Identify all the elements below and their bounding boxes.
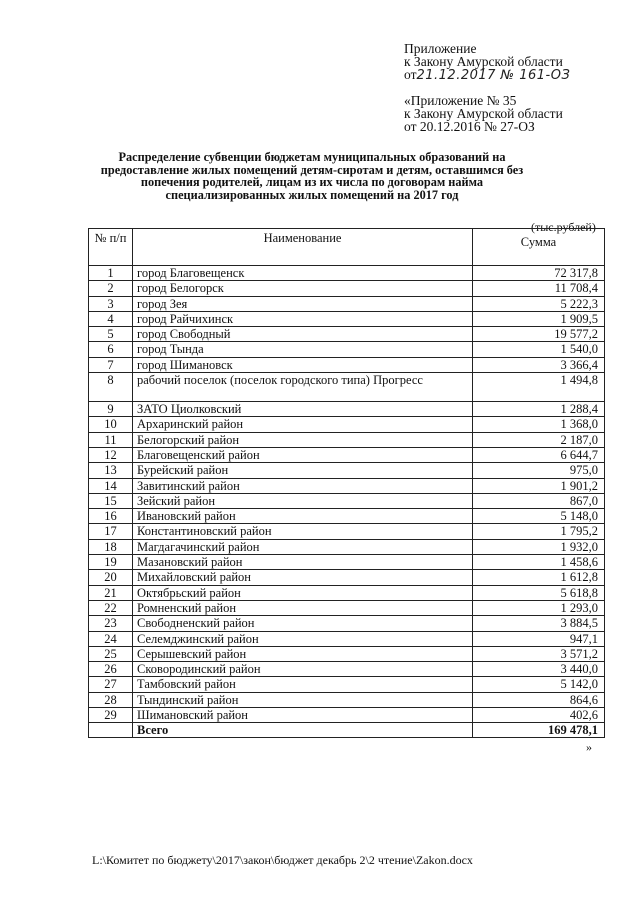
row-number: 12 (89, 447, 133, 462)
table-row (89, 327, 605, 342)
row-name: Октябрьский район (133, 585, 473, 600)
row-sum: 864,6 (473, 692, 605, 707)
row-sum: 1 458,6 (473, 555, 605, 570)
row-number: 8 (89, 373, 133, 402)
row-sum: 1 795,2 (473, 524, 605, 539)
handwritten-date-number: 21.12.2017 № 161-ОЗ (416, 68, 571, 83)
row-sum: 3 571,2 (473, 646, 605, 661)
row-number: 17 (89, 524, 133, 539)
row-name: город Белогорск (133, 281, 473, 296)
row-sum: 3 440,0 (473, 662, 605, 677)
header-sum: Сумма (473, 229, 605, 266)
table-row (89, 600, 605, 615)
table-row (89, 342, 605, 357)
table-row (89, 555, 605, 570)
row-number: 15 (89, 493, 133, 508)
closing-quote: » (586, 740, 592, 754)
row-sum: 5 222,3 (473, 296, 605, 311)
table-row (89, 509, 605, 524)
row-name: город Райчихинск (133, 311, 473, 326)
table-row (89, 677, 605, 692)
table-row (89, 585, 605, 600)
row-number: 10 (89, 417, 133, 432)
row-name: город Свободный (133, 327, 473, 342)
table-row (89, 432, 605, 447)
appendix-date-prefix: от (404, 67, 417, 82)
row-number: 22 (89, 600, 133, 615)
table-row (89, 266, 605, 281)
header-name: Наименование (133, 229, 473, 266)
row-name: Свободненский район (133, 616, 473, 631)
row-number: 7 (89, 357, 133, 372)
footer-file-path: L:\Комитет по бюджету\2017\закон\бюджет декабрь 2\2 чтение\Zakon.docx (92, 853, 473, 867)
row-name: город Тында (133, 342, 473, 357)
row-name: Сковородинский район (133, 662, 473, 677)
table-row (89, 311, 605, 326)
total-row (89, 723, 605, 738)
row-sum: 19 577,2 (473, 327, 605, 342)
row-sum: 1 932,0 (473, 539, 605, 554)
row-sum: 867,0 (473, 493, 605, 508)
row-sum: 1 293,0 (473, 600, 605, 615)
appendix-law: к Закону Амурской области (404, 54, 563, 69)
row-number: 19 (89, 555, 133, 570)
row-number: 16 (89, 509, 133, 524)
row-sum: 402,6 (473, 708, 605, 723)
units-label: (тыс.рублей) (531, 220, 596, 234)
document-title: Распределение субвенции бюджетам муниципальных образований на предоставление жилых помещений детям-сиротам и детям, оставшимся без попечения родителей, лицам из их числа по договорам найма специализированных жилых помещений на 2017 год (100, 150, 524, 202)
row-sum: 72 317,8 (473, 266, 605, 281)
row-name: Мазановский район (133, 555, 473, 570)
row-name: Архаринский район (133, 417, 473, 432)
row-name: Константиновский район (133, 524, 473, 539)
row-number: 2 (89, 281, 133, 296)
table-row (89, 631, 605, 646)
row-name: Завитинский район (133, 478, 473, 493)
row-sum: 6 644,7 (473, 447, 605, 462)
row-number: 27 (89, 677, 133, 692)
row-number: 13 (89, 463, 133, 478)
total-label: Всего (133, 723, 473, 738)
table-row (89, 570, 605, 585)
table-row (89, 646, 605, 661)
row-name: Бурейский район (133, 463, 473, 478)
row-number: 25 (89, 646, 133, 661)
total-sum: 169 478,1 (473, 723, 605, 738)
header-num: № п/п (89, 229, 133, 266)
table-row (89, 708, 605, 723)
row-number: 29 (89, 708, 133, 723)
appendix-label: Приложение (404, 41, 477, 56)
row-sum: 1 901,2 (473, 478, 605, 493)
row-number: 28 (89, 692, 133, 707)
row-name: Тамбовский район (133, 677, 473, 692)
table-row (89, 463, 605, 478)
table-row (89, 447, 605, 462)
row-name: город Благовещенск (133, 266, 473, 281)
row-name: город Зея (133, 296, 473, 311)
table-row (89, 402, 605, 417)
row-name: Белогорский район (133, 432, 473, 447)
row-number: 26 (89, 662, 133, 677)
table-row (89, 478, 605, 493)
row-number: 14 (89, 478, 133, 493)
row-number: 5 (89, 327, 133, 342)
row-name: рабочий поселок (поселок городского типа) Прогресс (133, 373, 473, 402)
row-number: 24 (89, 631, 133, 646)
row-number: 4 (89, 311, 133, 326)
row-number: 20 (89, 570, 133, 585)
prev-appendix-label: «Приложение № 35 (404, 93, 517, 108)
row-sum: 1 909,5 (473, 311, 605, 326)
table-row (89, 616, 605, 631)
table-row (89, 662, 605, 677)
row-sum: 1 540,0 (473, 342, 605, 357)
row-number: 23 (89, 616, 133, 631)
row-sum: 1 368,0 (473, 417, 605, 432)
total-num (89, 723, 133, 738)
table-header-row (89, 229, 605, 266)
table-row (89, 357, 605, 372)
row-sum: 3 884,5 (473, 616, 605, 631)
row-name: ЗАТО Циолковский (133, 402, 473, 417)
table-row (89, 524, 605, 539)
row-sum: 975,0 (473, 463, 605, 478)
appendix-date-line (404, 68, 570, 82)
table-row (89, 296, 605, 311)
row-name: Благовещенский район (133, 447, 473, 462)
row-sum: 1 288,4 (473, 402, 605, 417)
prev-appendix-date: от 20.12.2016 № 27-ОЗ (404, 119, 535, 134)
row-name: Михайловский район (133, 570, 473, 585)
row-name: Магдагачинский район (133, 539, 473, 554)
row-sum: 5 148,0 (473, 509, 605, 524)
table-row (89, 417, 605, 432)
table-row (89, 493, 605, 508)
row-sum: 3 366,4 (473, 357, 605, 372)
row-sum: 5 142,0 (473, 677, 605, 692)
prev-appendix-law: к Закону Амурской области (404, 106, 563, 121)
row-sum: 947,1 (473, 631, 605, 646)
row-name: Серышевский район (133, 646, 473, 661)
row-number: 11 (89, 432, 133, 447)
row-number: 18 (89, 539, 133, 554)
row-sum: 1 494,8 (473, 373, 605, 402)
row-name: Ромненский район (133, 600, 473, 615)
row-number: 3 (89, 296, 133, 311)
row-name: Селемджинский район (133, 631, 473, 646)
row-name: город Шимановск (133, 357, 473, 372)
table-row (89, 692, 605, 707)
row-number: 6 (89, 342, 133, 357)
row-sum: 2 187,0 (473, 432, 605, 447)
subvention-table (88, 228, 605, 738)
row-sum: 5 618,8 (473, 585, 605, 600)
table-row (89, 539, 605, 554)
row-name: Зейский район (133, 493, 473, 508)
row-name: Тындинский район (133, 692, 473, 707)
row-number: 1 (89, 266, 133, 281)
table-row (89, 373, 605, 402)
row-sum: 11 708,4 (473, 281, 605, 296)
row-name: Ивановский район (133, 509, 473, 524)
table-row (89, 281, 605, 296)
row-name: Шимановский район (133, 708, 473, 723)
row-number: 9 (89, 402, 133, 417)
row-number: 21 (89, 585, 133, 600)
row-sum: 1 612,8 (473, 570, 605, 585)
